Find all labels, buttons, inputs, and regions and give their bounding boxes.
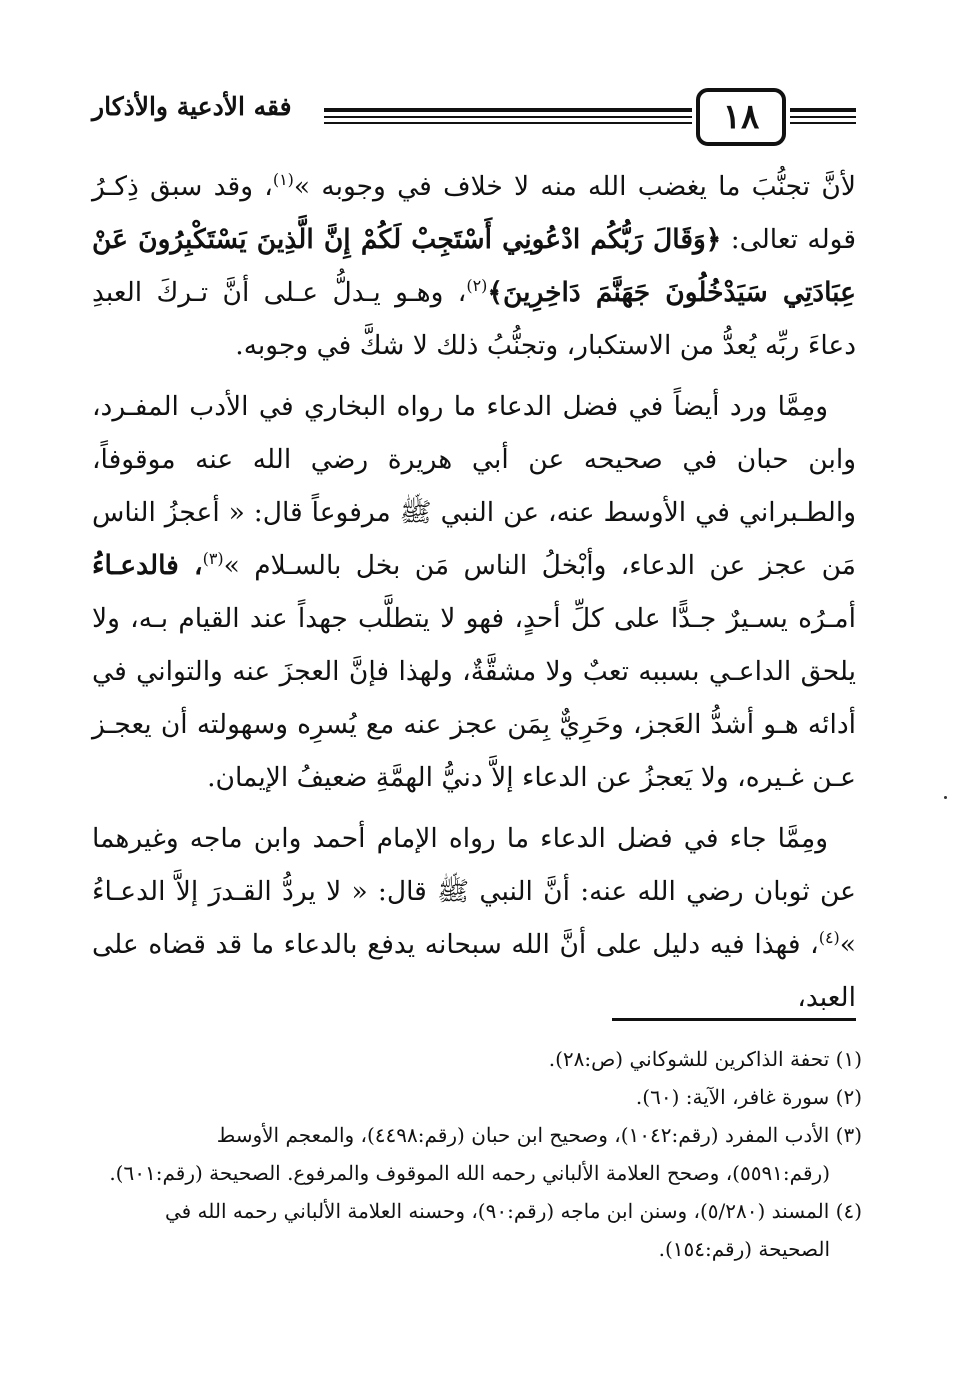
- text-run: ، فهذا فيه دليل على أنَّ الله سبحانه يدفع بالدعاء ما قد قضاه على العبد،: [92, 929, 856, 1013]
- page-number: ١٨: [696, 88, 786, 146]
- quran-verse: ﴿وَقَالَ رَبُّكُم ادْعُونِي أَسْتَجِبْ لَكُمْ إِنَّ الَّذِينَ يَسْتَكْبِرُونَ عَنْ عِبَادَتِي سَيَدْخُلُونَ جَهَنَّمَ دَاخِرِينَ﴾: [92, 224, 856, 308]
- footnote-3-continued: (رقم:٥٥٩١)، وصحح العلامة الألباني رحمه الله الموقوف والمرفوع. الصحيحة (رقم:٦٠١).: [109, 1161, 830, 1185]
- header-rule: [790, 116, 856, 118]
- footnote-1: (١) تحفة الذاكرين للشوكاني (ص:٢٨).: [548, 1047, 862, 1071]
- header-rule: [790, 108, 856, 112]
- scan-speck: [944, 796, 947, 799]
- footnote-ref-2: (٢): [466, 276, 488, 296]
- header-rule: [324, 108, 692, 112]
- main-text: [92, 160, 856, 1024]
- text-run: أمـرُه يسـيرٌ جـدًّا على كلِّ أحدٍ، فهو لا يتطلَّب جهداً عند القيام بـه، ولا يلحق الداعـي بسببه تعبٌ ولا مشقَّةٌ، ولهذا فإنَّ العجزَ عنه والتواني في أدائه هـو أشدُّ العَجز، وحَرِيٌّ بِمَن عجز عنه مع يُسرِه وسهولته أن يعجـز عـن غـيره، ولا يَعجزُ عن الدعاء إلاَّ دنيُّ الهمَّةِ ضعيفُ الإيمان.: [92, 603, 856, 793]
- page-header: [92, 82, 856, 152]
- footnote-4-continued: الصحيحة (رقم:١٥٤).: [658, 1237, 830, 1261]
- footnotes: [92, 1040, 862, 1268]
- header-rule: [324, 116, 692, 118]
- text-run: قوله تعالى:: [721, 224, 856, 255]
- text-run: ، وهـو يـدلُّ عـلى أنَّ تـركَ العبدِ دعاءَ ربِّه يُعدُّ من الاستكبار، وتجنُّبُ ذلك لا شكَّ في وجوبه.: [92, 277, 856, 361]
- paragraph-3: [92, 812, 856, 1024]
- header-rule: [324, 122, 692, 124]
- footnote-ref-4: (٤): [818, 928, 840, 948]
- text-run: لأنَّ تجنُّبَ ما يغضب الله منه لا خلاف في وجوبه »: [293, 171, 856, 202]
- footnote-2: (٢) سورة غافر، الآية: (٦٠).: [635, 1085, 862, 1109]
- text-run: ومِمَّا ورد أيضاً في فضل الدعاء ما رواه البخاري في الأدب المفـرد، وابن حبان في صحيحه عن أبي هريرة رضي الله عنه موقوفاً، والطـبراني في الأوسط عنه، عن النبي ﷺ مرفوعاً قال: « أعجزُ الناس مَن عجز عن الدعاء، وأبْخلُ الناس مَن بخل بالسـلام »: [92, 391, 857, 581]
- footnote-separator: [612, 1018, 856, 1021]
- paragraph-1: [92, 160, 856, 372]
- footnote-3: (٣) الأدب المفرد (رقم:١٠٤٢)، وصحيح ابن حبان (رقم:٤٤٩٨)، والمعجم الأوسط: [216, 1123, 862, 1147]
- book-title: فقه الأدعية والأذكار: [92, 92, 292, 121]
- footnote-4: (٤) المسند (٥/٢٨٠)، وسنن ابن ماجه (رقم:٩٠)، وحسنه العلامة الألباني رحمه الله في: [164, 1199, 862, 1223]
- header-rule: [790, 122, 856, 124]
- text-run: ، وقد سبق ذِكـرُ: [92, 171, 273, 202]
- paragraph-2: [92, 380, 856, 804]
- text-run: ومِمَّا جاء في فضل الدعاء ما رواه الإمام أحمد وابن ماجه وغيرهما عن ثوبان رضي الله عنه: أنَّ النبي ﷺ قال: « لا يردُّ القـدرَ إلاَّ الدعـاءُ »: [92, 823, 856, 960]
- footnote-ref-3: (٣): [202, 549, 224, 569]
- footnote-ref-1: (١): [272, 170, 294, 190]
- text-run-bold: ، فالدعـاءُ: [92, 550, 203, 581]
